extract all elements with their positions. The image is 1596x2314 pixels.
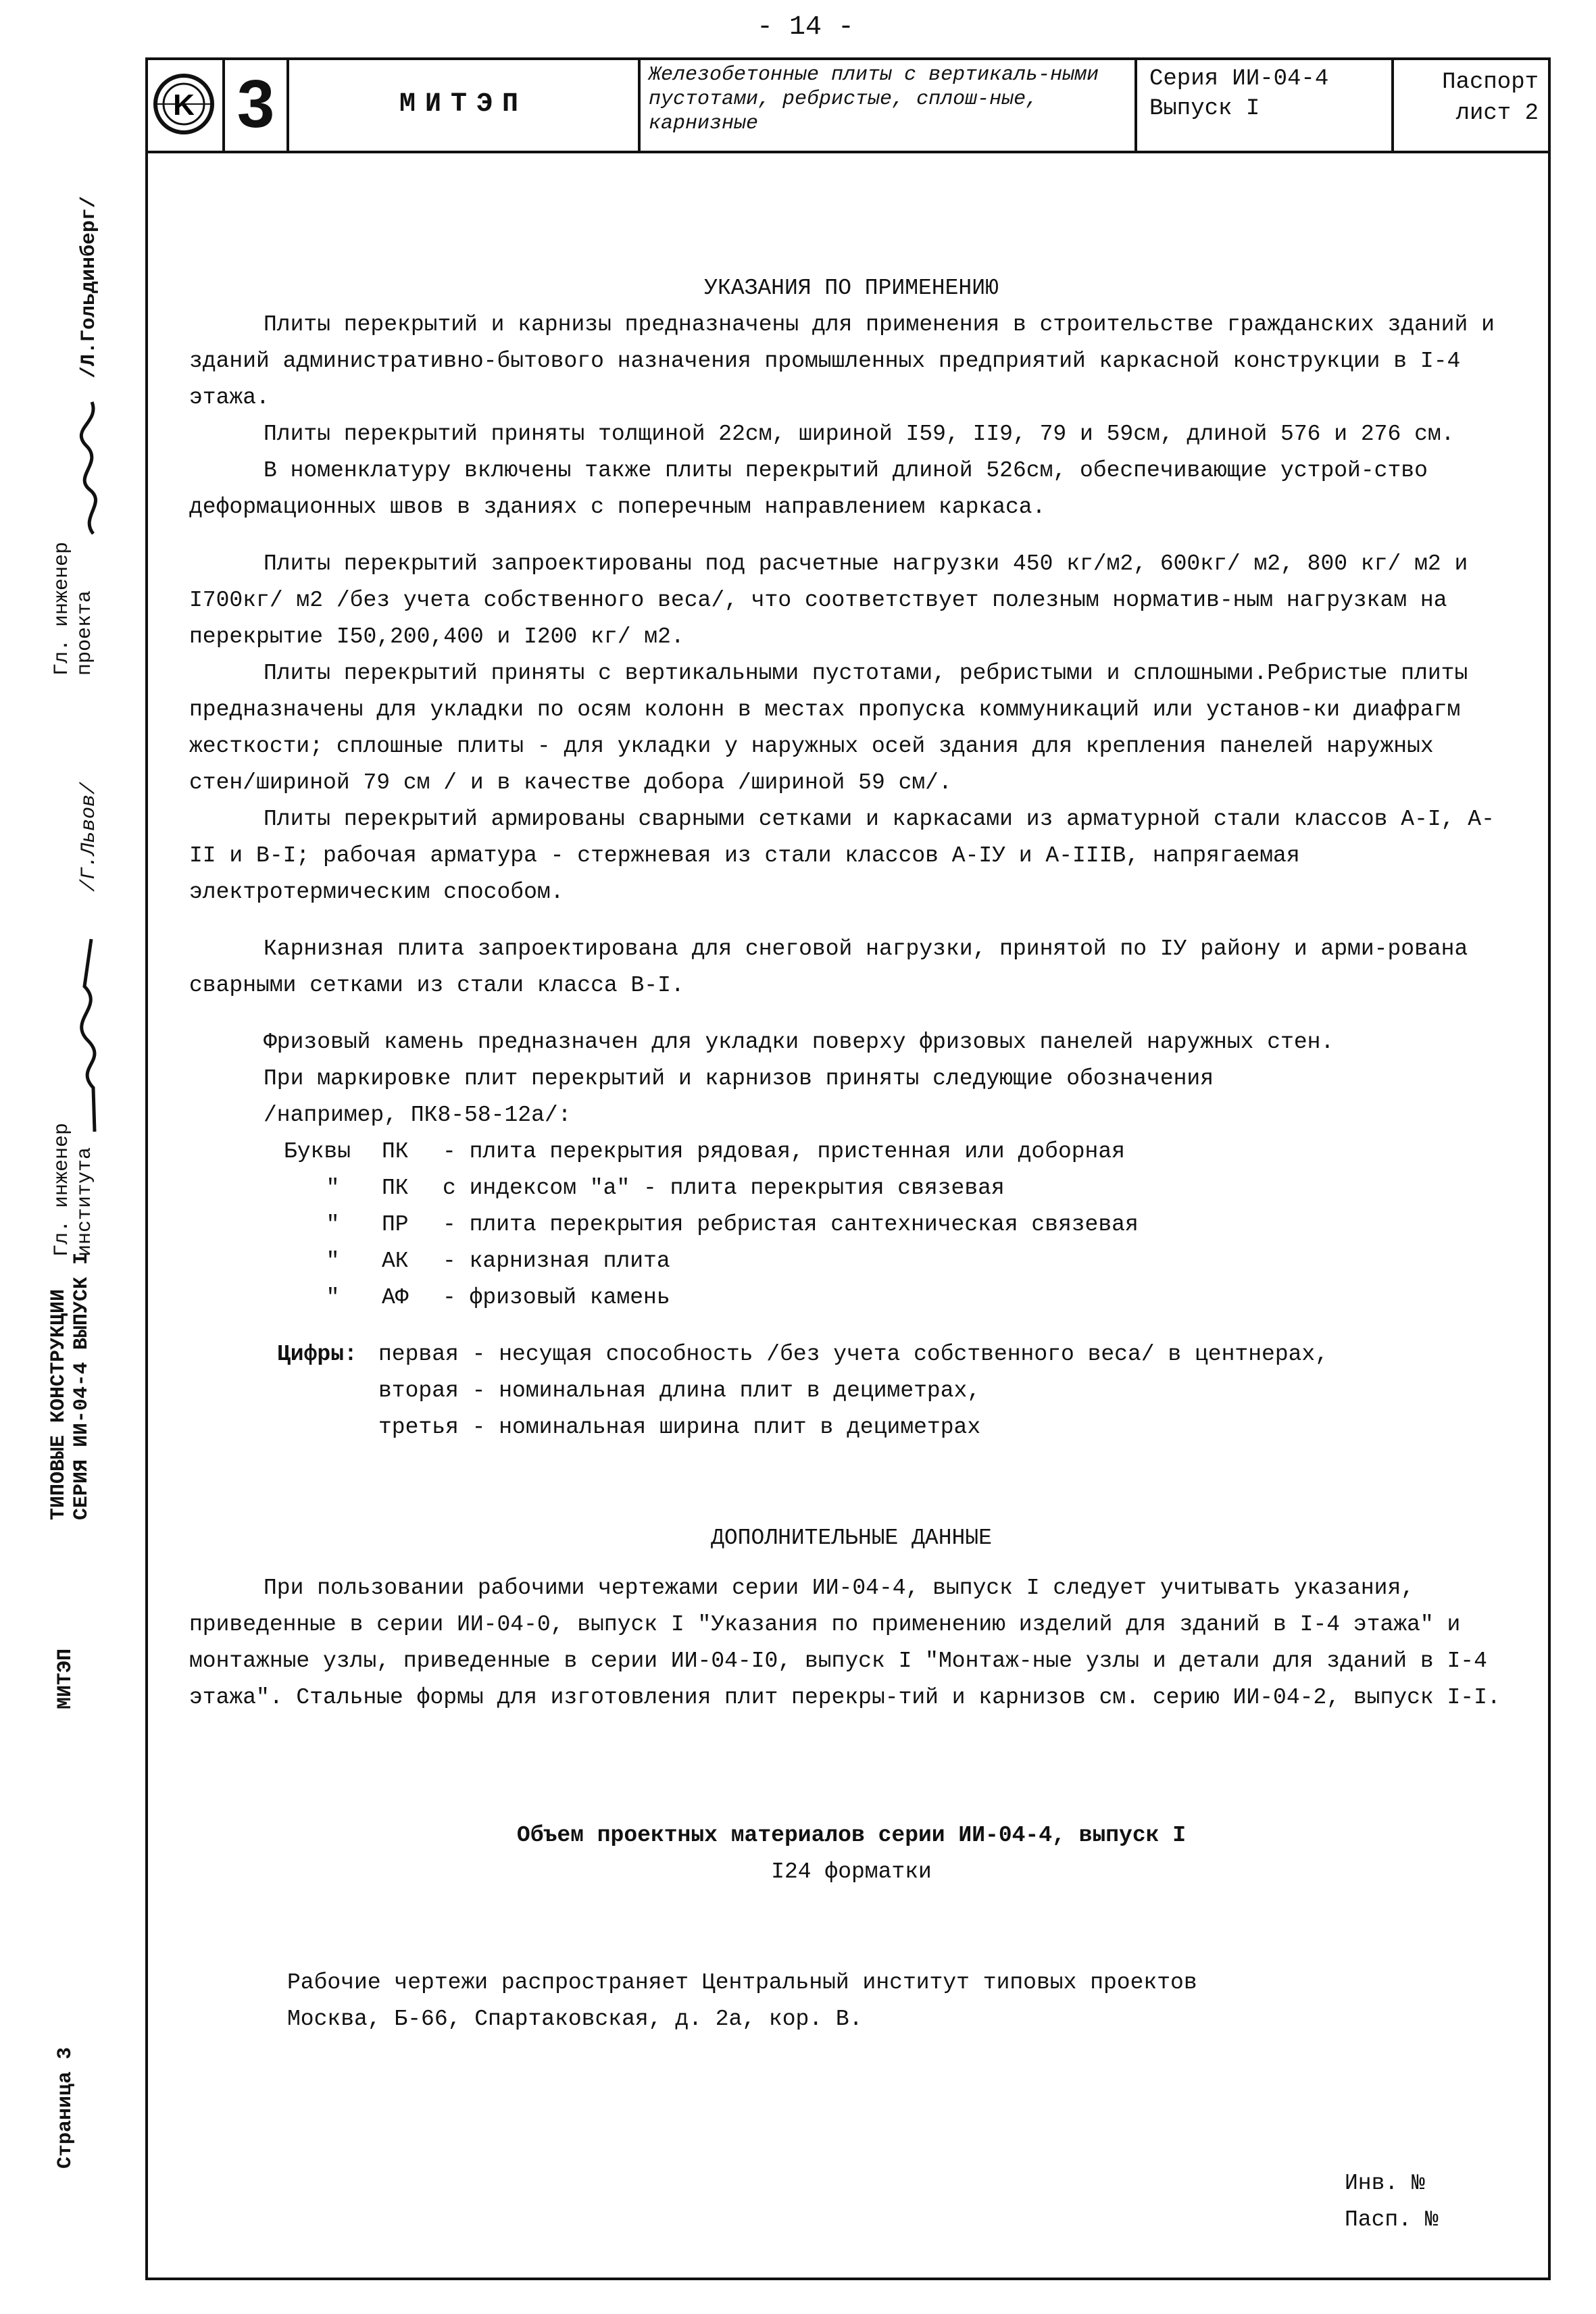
passport-label: Паспорт	[1442, 70, 1539, 95]
section-heading-additional: ДОПОЛНИТЕЛЬНЫЕ ДАННЫЕ	[711, 1526, 992, 1551]
marking-legend	[189, 1134, 1514, 1316]
organization: МИТЭП	[289, 57, 641, 151]
volume-line: Объем проектных материалов серии ИИ-04-4, выпуск I	[516, 1823, 1187, 1848]
digit-third: третья - номинальная ширина плит в дециметрах	[378, 1415, 981, 1440]
sheet-label: лист 2	[1455, 101, 1539, 126]
digit-second: вторая - номинальная длина плит в дециметрах,	[378, 1378, 981, 1403]
series-margin-label: ТИПОВЫЕ КОНСТРУКЦИИ СЕРИЯ ИИ-04-4 ВЫПУСК I	[47, 1252, 93, 1520]
paragraph-types: Плиты перекрытий приняты с вертикальными пустотами, ребристыми и сплошными.Ребристые плиты предназначены для укладки по осям колонн в местах пропуска коммуникаций или установ-ки диафрагм жесткости; сплошные плиты - для укладки у наружных осей здания для крепления панелей наружных стен/шириной 79 см / и в качестве добора /шириной 59 см/.	[189, 661, 1468, 795]
paragraph-references: При пользовании рабочими чертежами серии ИИ-04-4, выпуск I следует учитывать указания, приведенные в серии ИИ-04-0, выпуск I "Указания по применению изделий для зданий в I-4 этажа" и монтажные узлы, приведенные в серии ИИ-04-I0, выпуск I "Монтаж-ные узлы и детали для зданий в I-4 этажа". Стальные формы для изготовления плит перекры-тий и карнизов см. серию ИИ-04-2, выпуск I-I.	[189, 1576, 1501, 1710]
paragraph-nomenclature: В номенклатуру включены также плиты перекрытий длиной 526см, обеспечивающие устрой-ство деформационных швов в зданиях с поперечным направлением каркаса.	[189, 458, 1428, 520]
document-title: Железобетонные плиты с вертикаль-ными пустотами, ребристые, сплош-ные, карнизные	[641, 57, 1137, 151]
chief-engineer-project-label: Гл. инженер проекта	[51, 541, 97, 676]
chief-engineer-institute-label: Гл. инженер института	[51, 1122, 97, 1257]
sheet-number: 3	[225, 57, 289, 151]
signature-institute	[68, 932, 115, 1135]
inventory-block	[1345, 2165, 1439, 2238]
document-body	[189, 270, 1514, 2038]
paragraph-loads: Плиты перекрытий запроектированы под расчетные нагрузки 450 кг/м2, 600кг/ м2, 800 кг/ м2 и I700кг/ м2 /без учета собственного веса/, что соответствует полезным норматив-ным нагрузкам на перекрытие I50,200,400 и I200 кг/ м2.	[189, 551, 1468, 649]
paragraph-reinforcement: Плиты перекрытий армированы сварными сетками и каркасами из арматурной стали классов А-I, А-II и В-I; рабочая арматура - стержневая из стали классов А-IУ и А-IIIВ, напрягаемая электротермическим способом.	[189, 807, 1495, 905]
passport-cell	[1394, 57, 1551, 151]
section-heading-application: УКАЗАНИЯ ПО ПРИМЕНЕНИЮ	[704, 276, 999, 301]
passport-number: Пасп. №	[1345, 2207, 1439, 2232]
distribution-line: Рабочие чертежи распространяет Центральный институт типовых проектов	[287, 1970, 1197, 1995]
volume-count: I24 форматки	[771, 1859, 932, 1884]
legend-row: " ПР - плита перекрытия ребристая сантехническая связевая	[326, 1212, 1139, 1237]
legend-row: " ПК с индексом "а" - плита перекрытия связевая	[326, 1176, 1005, 1201]
page-number: - 14 -	[757, 12, 855, 43]
digits-legend	[189, 1336, 1514, 1446]
paragraph-marking: При маркировке плит перекрытий и карнизов приняты следующие обозначения	[264, 1066, 1214, 1091]
inventory-number: Инв. №	[1345, 2171, 1425, 2196]
signature-project	[73, 382, 114, 537]
logo-icon	[150, 70, 218, 138]
legend-row: " АФ - фризовый камень	[326, 1285, 670, 1310]
paragraph-purpose: Плиты перекрытий и карнизы предназначены для применения в строительстве гражданских зданий и зданий административно-бытового назначения промышленных предприятий каркасной конструкции в I-4 этажа.	[189, 312, 1495, 410]
page-margin-label: Страница 3	[54, 2046, 77, 2169]
digit-first: первая - несущая способность /без учета собственного веса/ в центнерах,	[378, 1342, 1329, 1367]
series-cell	[1137, 57, 1394, 151]
institute-logo	[145, 57, 225, 151]
series-label: Серия ИИ-04-4	[1149, 66, 1329, 92]
digits-label: Цифры:	[277, 1342, 357, 1367]
issue-label: Выпуск I	[1149, 96, 1260, 122]
chief-engineer-project-name: /Л.Гольдинберг/	[78, 195, 101, 378]
paragraph-cornice: Карнизная плита запроектирована для снеговой нагрузки, принятой по IУ району и арми-рована сварными сетками из стали класса В-I.	[189, 936, 1468, 998]
legend-row: " АК - карнизная плита	[326, 1249, 670, 1274]
paragraph-frieze: Фризовый камень предназначен для укладки поверху фризовых панелей наружных стен.	[264, 1030, 1335, 1055]
distribution-address: Москва, Б-66, Спартаковская, д. 2а, кор. В.	[287, 2007, 863, 2032]
legend-row: Буквы ПК - плита перекрытия рядовая, пристенная или доборная	[284, 1139, 1125, 1164]
title-block	[145, 57, 1551, 153]
paragraph-marking-example: /например, ПК8-58-12а/:	[264, 1103, 572, 1128]
svg-text:K: K	[173, 89, 195, 122]
org-margin-label: МИТЭП	[54, 1648, 77, 1709]
chief-engineer-institute-name: /Г.Львов/	[78, 782, 101, 892]
paragraph-dimensions: Плиты перекрытий приняты толщиной 22см, шириной I59, II9, 79 и 59см, длиной 576 и 276 см.	[264, 422, 1455, 447]
